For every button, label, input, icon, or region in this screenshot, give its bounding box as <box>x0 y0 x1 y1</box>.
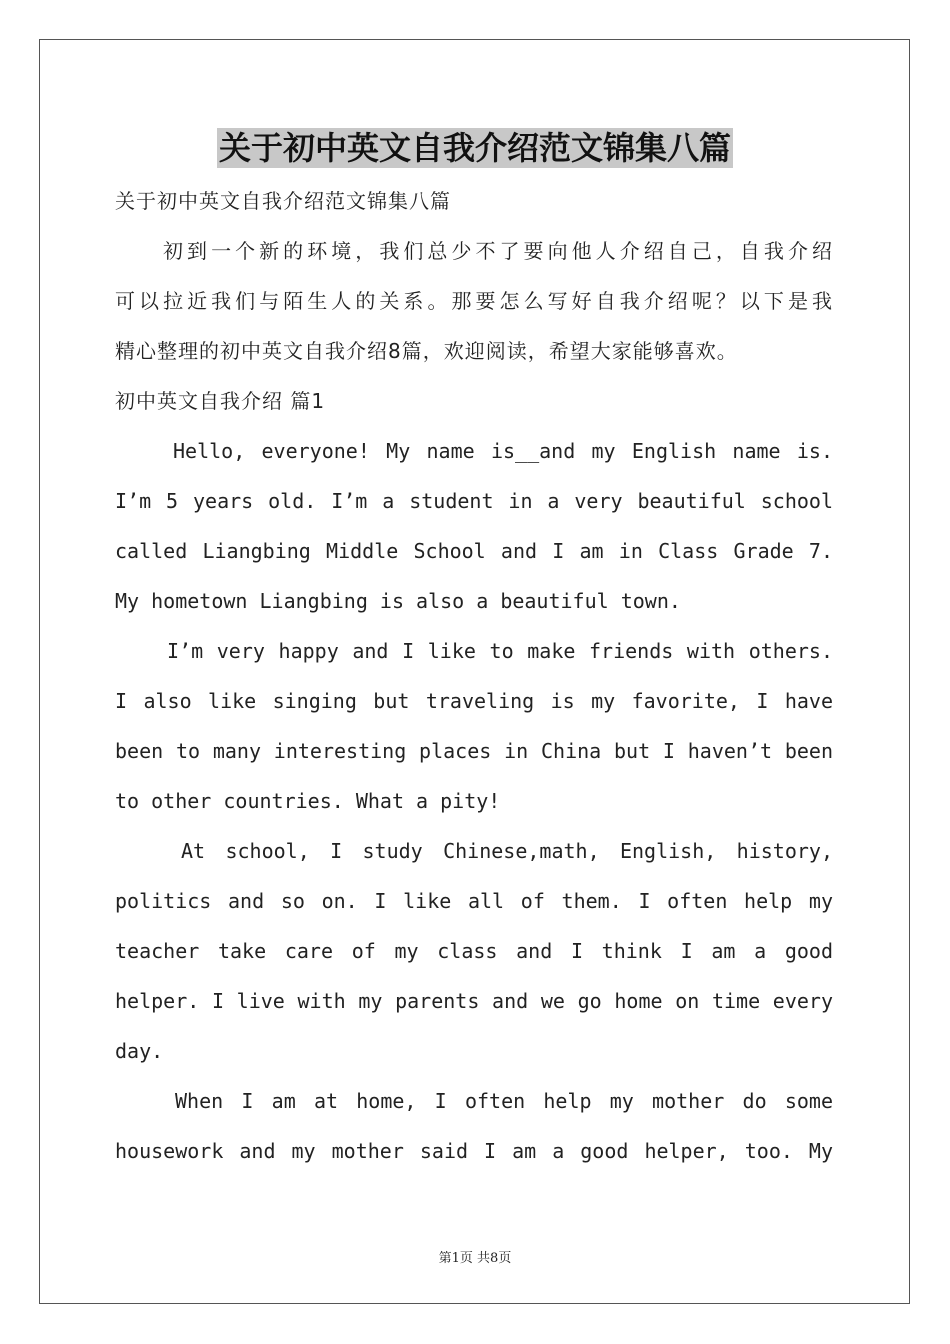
paragraph-line: teacher take care of my class and I think I am a good <box>115 939 833 963</box>
paragraph-line: At school, I study Chinese,math, English, history, <box>181 839 833 863</box>
paragraph-line: housework and my mother said I am a good helper, too. My <box>115 1139 833 1163</box>
paragraph-line: I’m 5 years old. I’m a student in a very beautiful school <box>115 489 833 513</box>
paragraph-line: called Liangbing Middle School and I am in Class Grade 7. <box>115 539 833 563</box>
paragraph-line: to other countries. What a pity! <box>115 789 501 813</box>
paragraph-line: helper. I live with my parents and we go home on time every <box>115 989 833 1013</box>
paragraph-line: day. <box>115 1039 164 1063</box>
paragraph-line: 精心整理的初中英文自我介绍8篇，欢迎阅读，希望大家能够喜欢。 <box>115 339 738 363</box>
page-footer: 第1页 共8页 <box>438 1251 512 1266</box>
title-container <box>0 128 950 168</box>
paragraph-line: 可以拉近我们与陌生人的关系。那要怎么写好自我介绍呢？以下是我 <box>115 289 833 313</box>
paragraph-line: Hello, everyone! My name is__and my English name is. <box>173 439 833 463</box>
paragraph-line: I also like singing but traveling is my favorite, I have <box>115 689 833 713</box>
paragraph-line: When I am at home, I often help my mother do some <box>175 1089 833 1113</box>
subtitle-line: 关于初中英文自我介绍范文锦集八篇 <box>115 189 451 213</box>
paragraph-line: My hometown Liangbing is also a beautiful town. <box>115 589 681 613</box>
document-body <box>115 176 833 1176</box>
paragraph-line: I’m very happy and I like to make friends with others. <box>167 639 833 663</box>
paragraph-line: been to many interesting places in China but I haven’t been <box>115 739 833 763</box>
section-heading: 初中英文自我介绍 篇1 <box>115 389 326 413</box>
document-title: 关于初中英文自我介绍范文锦集八篇 <box>218 129 731 167</box>
paragraph-line: politics and so on. I like all of them. I often help my <box>115 889 833 913</box>
paragraph-line: 初到一个新的环境，我们总少不了要向他人介绍自己，自我介绍 <box>163 239 833 263</box>
